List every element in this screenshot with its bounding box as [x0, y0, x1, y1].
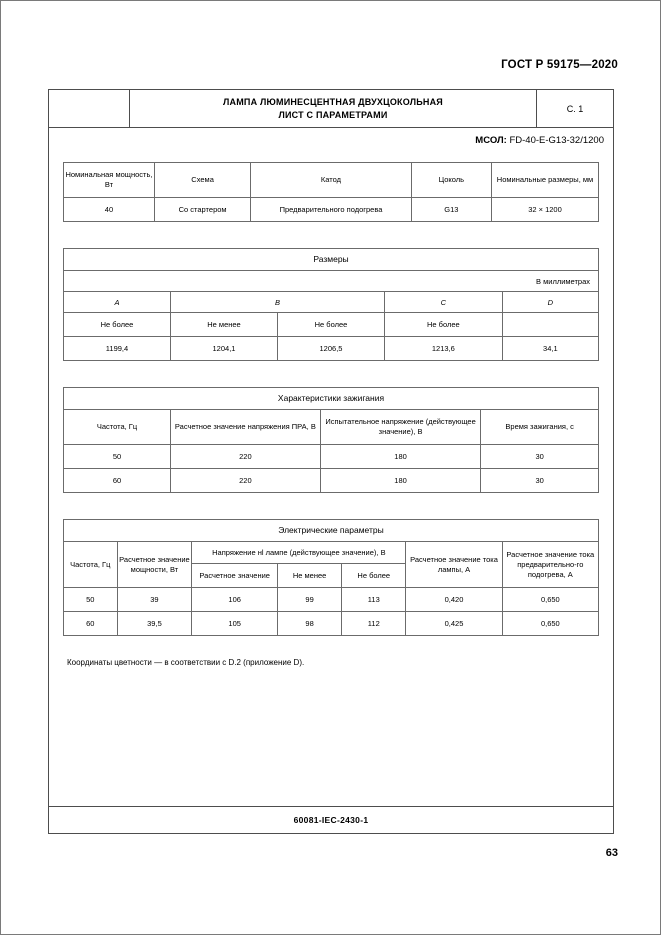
dimension-col-a: A — [64, 292, 171, 313]
dimensions-table — [63, 248, 599, 361]
electrical-header-freq: Частота, Гц — [64, 542, 118, 588]
summary-header-cell: Номинальные размеры, мм — [491, 163, 598, 198]
ignition-table-wrap — [63, 387, 599, 493]
electrical-cell: 0,650 — [502, 588, 598, 612]
summary-header-cell: Цоколь — [411, 163, 491, 198]
dimension-limit: Не более — [278, 313, 385, 337]
electrical-caption: Электрические параметры — [64, 520, 599, 542]
sheet-content — [49, 162, 613, 667]
dimension-limit: Не более — [385, 313, 503, 337]
table-row — [64, 469, 599, 493]
electrical-cell: 0,425 — [406, 612, 502, 636]
mcol-value: FD-40-E-G13-32/1200 — [509, 135, 604, 146]
dimension-col-b: B — [171, 292, 385, 313]
electrical-header-preheat: Расчетное значение тока предварительно-го подогрева, А — [502, 542, 598, 588]
electrical-cell: 113 — [342, 588, 406, 612]
ignition-header-cell: Расчетное значение напряжения ПРА, В — [171, 410, 321, 445]
sheet-title — [130, 90, 537, 127]
summary-cell: 32 × 1200 — [491, 198, 598, 222]
sheet-title-line1: ЛАМПА ЛЮМИНЕСЦЕНТНАЯ ДВУХЦОКОЛЬНАЯ — [223, 96, 443, 107]
electrical-header-voltage-sub: Расчетное значение — [192, 564, 278, 588]
table-row — [64, 520, 599, 542]
table-row — [64, 292, 599, 313]
dimensions-table-wrap — [63, 248, 599, 361]
ignition-cell: 180 — [320, 469, 481, 493]
ignition-header-cell: Испытательное напряжение (действующее значение), В — [320, 410, 481, 445]
page-number: 63 — [605, 847, 618, 859]
ignition-caption: Характеристики зажигания — [64, 388, 599, 410]
summary-table — [63, 162, 599, 222]
table-row — [64, 198, 599, 222]
electrical-header-power: Расчетное значение мощности, Вт — [117, 542, 192, 588]
ignition-cell: 220 — [171, 469, 321, 493]
dimension-value: 1199,4 — [64, 337, 171, 361]
table-row — [64, 612, 599, 636]
electrical-table-wrap — [63, 519, 599, 636]
ignition-cell: 30 — [481, 469, 599, 493]
electrical-cell: 99 — [277, 588, 341, 612]
electrical-cell: 98 — [277, 612, 341, 636]
dimension-limit — [502, 313, 598, 337]
table-row — [64, 588, 599, 612]
dimension-value: 1213,6 — [385, 337, 503, 361]
table-row — [64, 271, 599, 292]
electrical-cell: 39 — [117, 588, 192, 612]
ignition-cell: 180 — [320, 445, 481, 469]
summary-header-cell: Схема — [154, 163, 250, 198]
dimensions-caption: Размеры — [64, 249, 599, 271]
dimensions-units: В миллиметрах — [64, 271, 599, 292]
ignition-table — [63, 387, 599, 493]
table-row — [64, 313, 599, 337]
electrical-header-current: Расчетное значение тока лампы, А — [406, 542, 502, 588]
table-row — [64, 410, 599, 445]
electrical-table — [63, 519, 599, 636]
summary-cell: Предварительного подогрева — [251, 198, 412, 222]
sheet-title-row — [49, 90, 613, 128]
electrical-header-voltage-sub: Не более — [342, 564, 406, 588]
sheet-footer: 60081-IEC-2430-1 — [49, 806, 613, 833]
electrical-header-voltage-sub: Не менее — [277, 564, 341, 588]
ignition-cell: 220 — [171, 445, 321, 469]
ignition-cell: 60 — [64, 469, 171, 493]
sheet-page-label: С. 1 — [566, 103, 584, 114]
summary-cell: Со стартером — [154, 198, 250, 222]
ignition-header-cell: Частота, Гц — [64, 410, 171, 445]
summary-table-wrap — [63, 162, 599, 222]
electrical-cell: 0,650 — [502, 612, 598, 636]
mcol-line — [49, 128, 613, 146]
electrical-cell: 50 — [64, 588, 118, 612]
sheet-title-line2: ЛИСТ С ПАРАМЕТРАМИ — [278, 109, 388, 120]
table-row — [64, 249, 599, 271]
summary-header-cell: Катод — [251, 163, 412, 198]
electrical-cell: 0,420 — [406, 588, 502, 612]
colour-coordinates-note: Координаты цветности — в соответствии с D.2 (приложение D). — [67, 658, 305, 667]
electrical-header-voltage-group: Напряжение нl лампе (действующее значение), В — [192, 542, 406, 564]
standard-number: ГОСТ Р 59175—2020 — [501, 59, 618, 71]
summary-cell: G13 — [411, 198, 491, 222]
summary-cell: 40 — [64, 198, 155, 222]
mcol-label: МСОЛ: — [475, 135, 507, 146]
dimension-value: 1206,5 — [278, 337, 385, 361]
data-sheet — [48, 89, 614, 834]
electrical-cell: 60 — [64, 612, 118, 636]
dimension-limit: Не менее — [171, 313, 278, 337]
table-row — [64, 388, 599, 410]
table-row — [64, 445, 599, 469]
title-left-cell — [49, 90, 130, 127]
dimension-limit: Не более — [64, 313, 171, 337]
summary-header-cell: Номинальная мощность, Вт — [64, 163, 155, 198]
table-row — [64, 542, 599, 564]
dimension-value: 1204,1 — [171, 337, 278, 361]
dimension-value: 34,1 — [502, 337, 598, 361]
table-row — [64, 163, 599, 198]
dimension-col-c: C — [385, 292, 503, 313]
electrical-cell: 112 — [342, 612, 406, 636]
ignition-cell: 30 — [481, 445, 599, 469]
dimension-col-d: D — [502, 292, 598, 313]
table-row — [64, 337, 599, 361]
electrical-cell: 105 — [192, 612, 278, 636]
electrical-cell: 106 — [192, 588, 278, 612]
ignition-cell: 50 — [64, 445, 171, 469]
electrical-cell: 39,5 — [117, 612, 192, 636]
ignition-header-cell: Время зажигания, с — [481, 410, 599, 445]
